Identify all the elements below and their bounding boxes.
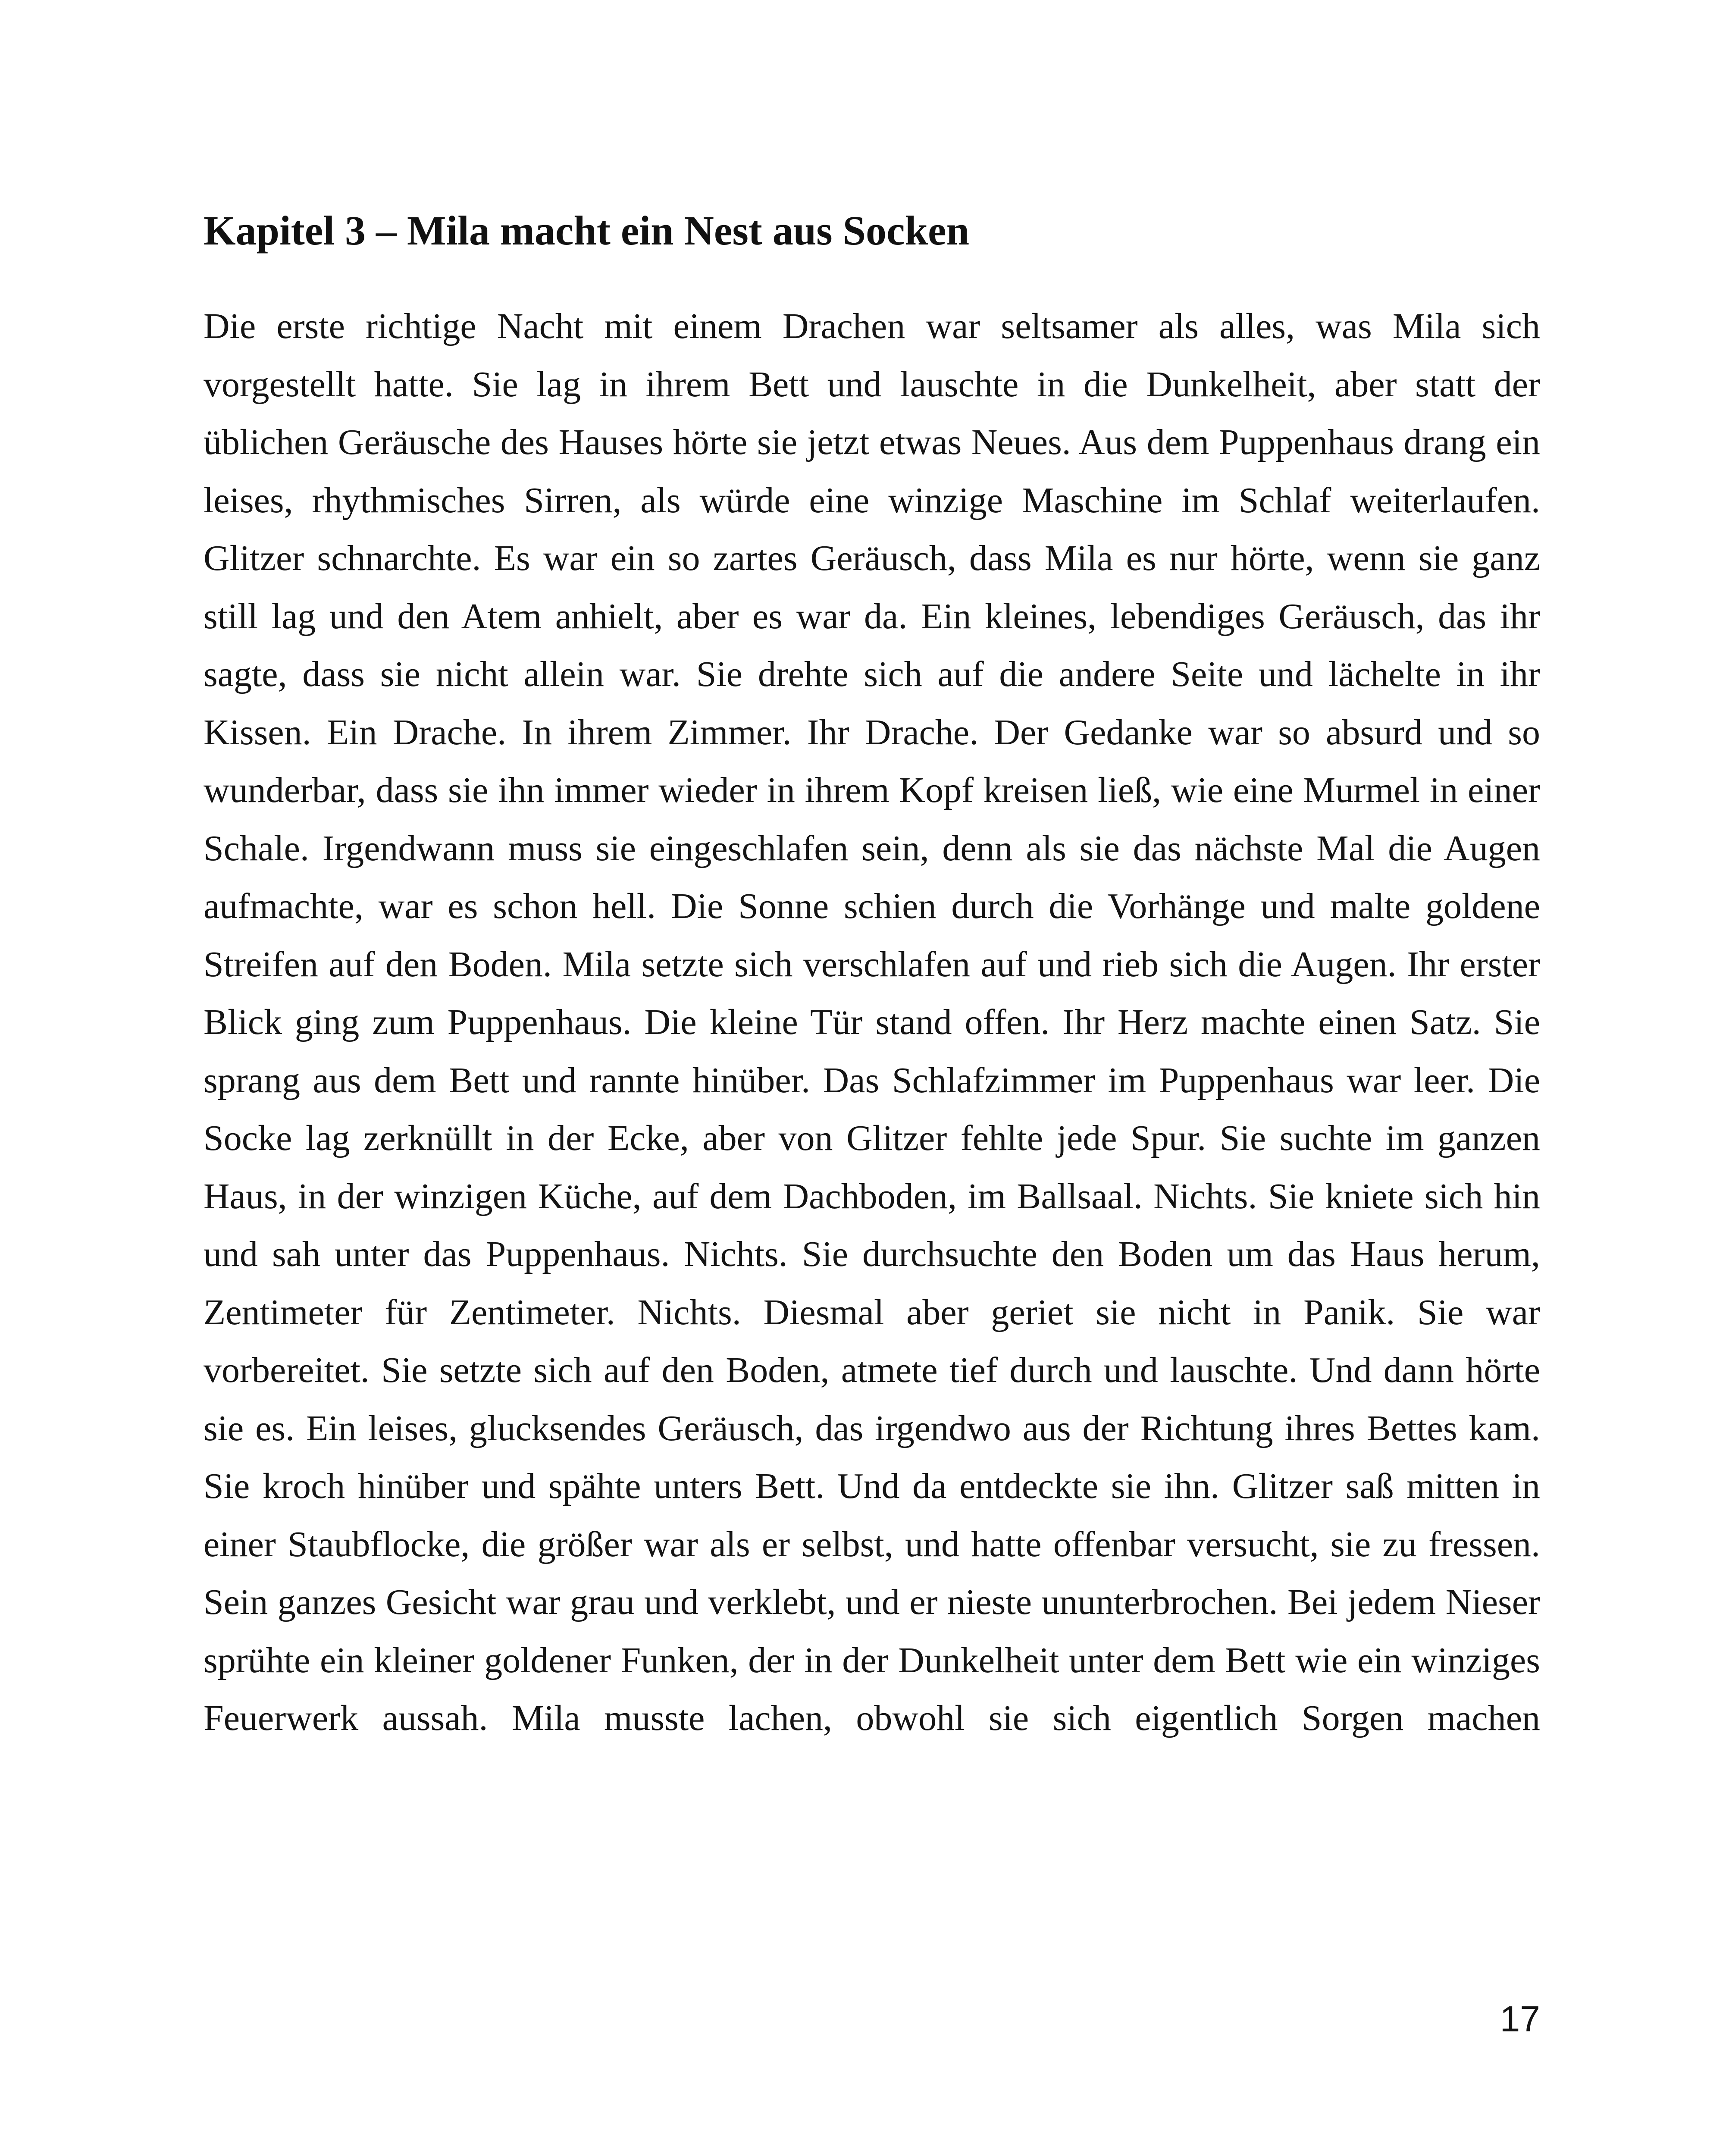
chapter-title: Kapitel 3 – Mila macht ein Nest aus Socken — [204, 207, 969, 254]
body-paragraph: Die erste richtige Nacht mit einem Drachen war seltsamer als alles, was Mila sich vorgestellt hatte. Sie lag in ihrem Bett und lauschte in die Dunkelheit, aber statt der üblichen Geräusche des Hauses hörte sie jetzt etwas Neues. Aus dem Puppenhaus drang ein leises, rhythmisches Sirren, als würde eine winzige Maschine im Schlaf weiterlaufen. Glitzer schnarchte. Es war ein so zartes Geräusch, dass Mila es nur hörte, wenn sie ganz still lag und den Atem anhielt, aber es war da. Ein kleines, lebendiges Geräusch, das ihr sagte, dass sie nicht allein war. Sie drehte sich auf die andere Seite und lächelte in ihr Kissen. Ein Drache. In ihrem Zimmer. Ihr Drache. Der Gedanke war so absurd und so wunderbar, dass sie ihn immer wieder in ihrem Kopf kreisen ließ, wie eine Murmel in einer Schale. Irgendwann muss sie eingeschlafen sein, denn als sie das nächste Mal die Augen aufmachte, war es schon hell. Die Sonne schien durch die Vorhänge und malte goldene Streifen auf den Boden. Mila setzte sich verschlafen auf und rieb sich die Augen. Ihr erster Blick ging zum Puppenhaus. Die kleine Tür stand offen. Ihr Herz machte einen Satz. Sie sprang aus dem Bett und rannte hinüber. Das Schlafzimmer im Puppenhaus war leer. Die Socke lag zerknüllt in der Ecke, aber von Glitzer fehlte jede Spur. Sie suchte im ganzen Haus, in der winzigen Küche, auf dem Dachboden, im Ballsaal. Nichts. Sie kniete sich hin und sah unter das Puppenhaus. Nichts. Sie durchsuchte den Boden um das Haus herum, Zentimeter für Zentimeter. Nichts. Diesmal aber geriet sie nicht in Panik. Sie war vorbereitet. Sie setzte sich auf den Boden, atmete tief durch und lauschte. Und dann hörte sie es. Ein leises, glucksendes Geräusch, das irgendwo aus der Richtung ihres Bettes kam. Sie kroch hinüber und spähte unters Bett. Und da entdeckte sie ihn. Glitzer saß mitten in einer Staubflocke, die größer war als er selbst, und hatte offenbar versucht, sie zu fressen. Sein ganzes Gesicht war grau und verklebt, und er nieste ununterbrochen. Bei jedem Nieser sprühte ein kleiner goldener Funken, der in der Dunkelheit unter dem Bett wie ein winziges Feuerwerk aussah. Mila musste lachen, obwohl sie sich eigentlich Sorgen machen — [204, 306, 1540, 1738]
page-number: 17 — [1500, 1999, 1540, 2039]
